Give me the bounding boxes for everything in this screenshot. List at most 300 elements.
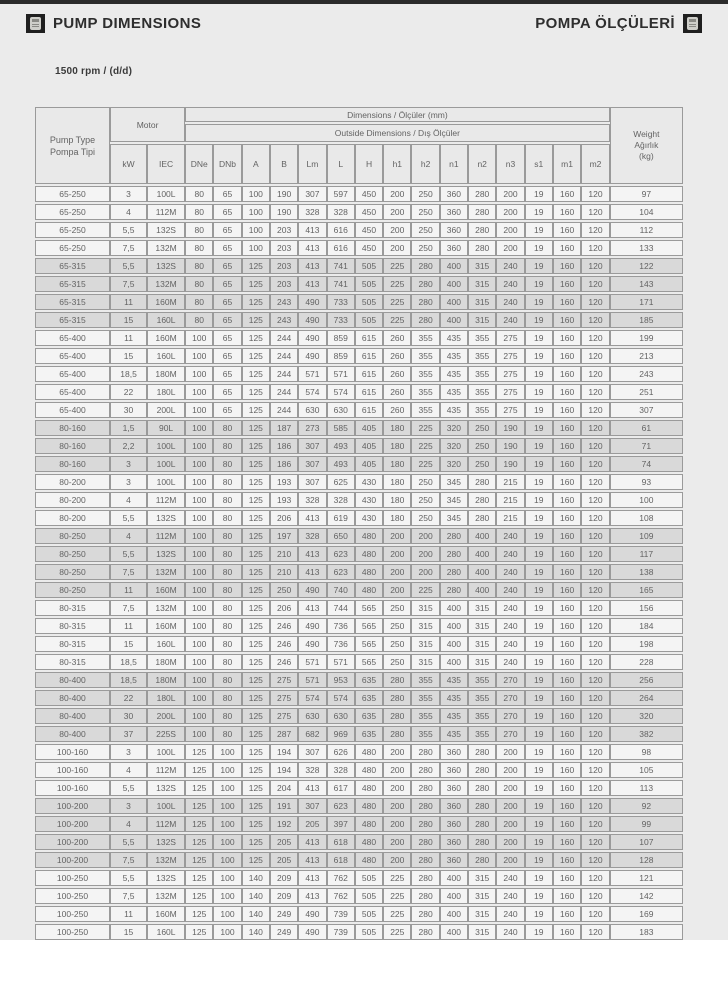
cell: 307 [298, 456, 326, 472]
cell: 100 [213, 744, 241, 760]
cell: 125 [242, 600, 270, 616]
col-header-weight [610, 107, 683, 184]
cell: 1,5 [110, 420, 147, 436]
cell: 200 [496, 186, 524, 202]
cell: 682 [298, 726, 326, 742]
cell: 355 [468, 330, 496, 346]
cell: 280 [440, 582, 468, 598]
cell: 198 [610, 636, 683, 652]
cell: 160 [553, 780, 581, 796]
cell: 80 [213, 618, 241, 634]
cell: 120 [581, 600, 609, 616]
cell: 80 [213, 690, 241, 706]
cell: 125 [242, 618, 270, 634]
cell: 120 [581, 240, 609, 256]
cell: 240 [496, 258, 524, 274]
cell: 739 [327, 924, 355, 940]
cell: 355 [411, 330, 439, 346]
cell: 120 [581, 186, 609, 202]
cell: 250 [411, 492, 439, 508]
cell: 107 [610, 834, 683, 850]
cell: 80 [213, 420, 241, 436]
cell: 733 [327, 312, 355, 328]
cell: 19 [525, 816, 553, 832]
cell: 19 [525, 384, 553, 400]
cell: 345 [440, 492, 468, 508]
cell: 80 [185, 312, 213, 328]
cell: 7,5 [110, 888, 147, 904]
cell: 382 [610, 726, 683, 742]
cell: 3 [110, 474, 147, 490]
cell: 160 [553, 834, 581, 850]
cell: 3 [110, 456, 147, 472]
cell: 65-400 [35, 330, 110, 346]
cell: 280 [411, 780, 439, 796]
cell: 65-400 [35, 384, 110, 400]
cell: 275 [270, 690, 298, 706]
cell: 100 [185, 636, 213, 652]
cell: 405 [355, 438, 383, 454]
cell: 30 [110, 708, 147, 724]
cell: 19 [525, 186, 553, 202]
cell: 250 [411, 240, 439, 256]
cell: 400 [440, 258, 468, 274]
cell: 200 [496, 240, 524, 256]
cell: 120 [581, 402, 609, 418]
cell: 120 [581, 654, 609, 670]
cell: 125 [242, 330, 270, 346]
cell: 125 [242, 420, 270, 436]
cell: 100 [185, 708, 213, 724]
cell: 65-315 [35, 312, 110, 328]
cell: 355 [411, 672, 439, 688]
cell: 200 [496, 222, 524, 238]
cell: 490 [298, 636, 326, 652]
cell: 315 [411, 618, 439, 634]
cell: 160 [553, 600, 581, 616]
cell: 100-200 [35, 834, 110, 850]
cell: 15 [110, 636, 147, 652]
col-header-h2: h2 [411, 144, 439, 184]
cell: 565 [355, 618, 383, 634]
cell: 574 [327, 690, 355, 706]
cell: 65 [213, 330, 241, 346]
cell: 741 [327, 276, 355, 292]
cell: 493 [327, 456, 355, 472]
cell: 400 [440, 294, 468, 310]
cell: 200 [496, 744, 524, 760]
cell: 125 [242, 492, 270, 508]
table-row [35, 834, 683, 850]
cell: 740 [327, 582, 355, 598]
cell: 125 [242, 654, 270, 670]
cell: 125 [242, 726, 270, 742]
cell: 65 [213, 222, 241, 238]
cell: 355 [411, 384, 439, 400]
cell: 180M [147, 672, 185, 688]
cell: 200 [496, 852, 524, 868]
cell: 120 [581, 420, 609, 436]
cell: 125 [185, 780, 213, 796]
cell: 490 [298, 582, 326, 598]
cell: 505 [355, 906, 383, 922]
cell: 100-160 [35, 744, 110, 760]
cell: 413 [298, 510, 326, 526]
cell: 209 [270, 888, 298, 904]
table-row [35, 276, 683, 292]
cell: 200 [496, 780, 524, 796]
cell: 480 [355, 798, 383, 814]
cell: 100 [185, 384, 213, 400]
cell: 120 [581, 204, 609, 220]
cell: 400 [440, 870, 468, 886]
cell: 80 [213, 672, 241, 688]
cell: 435 [440, 690, 468, 706]
col-header-dimensions-group: Dimensions / Ölçüler (mm) [185, 107, 610, 122]
cell: 200 [496, 834, 524, 850]
cell: 585 [327, 420, 355, 436]
cell: 112 [610, 222, 683, 238]
cell: 180 [383, 492, 411, 508]
pump-glyph [30, 17, 41, 30]
cell: 160M [147, 294, 185, 310]
cell: 355 [411, 348, 439, 364]
cell: 413 [298, 546, 326, 562]
table-row [35, 582, 683, 598]
cell: 280 [440, 546, 468, 562]
cell: 160 [553, 258, 581, 274]
cell: 250 [411, 204, 439, 220]
cell: 19 [525, 330, 553, 346]
col-header-m2: m2 [581, 144, 609, 184]
cell: 565 [355, 600, 383, 616]
cell: 250 [383, 600, 411, 616]
cell: 65 [213, 258, 241, 274]
cell: 61 [610, 420, 683, 436]
cell: 623 [327, 798, 355, 814]
table-row [35, 852, 683, 868]
cell: 120 [581, 276, 609, 292]
cell: 435 [440, 366, 468, 382]
cell: 65-400 [35, 402, 110, 418]
cell: 413 [298, 888, 326, 904]
cell: 360 [440, 834, 468, 850]
cell: 100L [147, 798, 185, 814]
weight-unit: (kg) [639, 151, 654, 161]
cell: 80-400 [35, 672, 110, 688]
cell: 18,5 [110, 672, 147, 688]
cell: 190 [496, 420, 524, 436]
cell: 125 [242, 312, 270, 328]
table-row [35, 672, 683, 688]
cell: 315 [468, 600, 496, 616]
cell: 180 [383, 474, 411, 490]
cell: 19 [525, 618, 553, 634]
table-row [35, 888, 683, 904]
cell: 80 [213, 510, 241, 526]
cell: 160 [553, 798, 581, 814]
cell: 280 [411, 834, 439, 850]
cell: 7,5 [110, 276, 147, 292]
cell: 132M [147, 276, 185, 292]
col-header-n2: n2 [468, 144, 496, 184]
cell: 630 [298, 708, 326, 724]
cell: 413 [298, 780, 326, 796]
cell: 490 [298, 348, 326, 364]
cell: 19 [525, 564, 553, 580]
cell: 183 [610, 924, 683, 940]
cell: 132M [147, 240, 185, 256]
cell: 11 [110, 906, 147, 922]
cell: 133 [610, 240, 683, 256]
cell: 315 [411, 600, 439, 616]
table-row [35, 366, 683, 382]
cell: 307 [610, 402, 683, 418]
cell: 180 [383, 420, 411, 436]
cell: 7,5 [110, 564, 147, 580]
cell: 315 [411, 636, 439, 652]
cell: 19 [525, 528, 553, 544]
cell: 315 [411, 654, 439, 670]
cell: 280 [468, 780, 496, 796]
cell: 100 [610, 492, 683, 508]
cell: 160 [553, 438, 581, 454]
cell: 112M [147, 204, 185, 220]
cell: 5,5 [110, 834, 147, 850]
cell: 200 [383, 798, 411, 814]
cell: 200 [383, 582, 411, 598]
cell: 125 [242, 546, 270, 562]
cell: 490 [298, 924, 326, 940]
pump-glyph [687, 17, 698, 30]
cell: 132S [147, 870, 185, 886]
cell: 240 [496, 870, 524, 886]
cell: 250 [383, 654, 411, 670]
table-row [35, 618, 683, 634]
cell: 98 [610, 744, 683, 760]
cell: 430 [355, 510, 383, 526]
cell: 635 [355, 690, 383, 706]
cell: 180M [147, 366, 185, 382]
col-header-n3: n3 [496, 144, 524, 184]
cell: 100 [213, 798, 241, 814]
cell: 132S [147, 546, 185, 562]
cell: 120 [581, 294, 609, 310]
cell: 100 [185, 690, 213, 706]
cell: 413 [298, 222, 326, 238]
cell: 619 [327, 510, 355, 526]
cell: 244 [270, 366, 298, 382]
cell: 122 [610, 258, 683, 274]
cell: 191 [270, 798, 298, 814]
cell: 490 [298, 312, 326, 328]
cell: 19 [525, 294, 553, 310]
cell: 615 [355, 384, 383, 400]
cell: 200 [383, 528, 411, 544]
cell: 355 [468, 384, 496, 400]
cell: 616 [327, 240, 355, 256]
cell: 203 [270, 258, 298, 274]
cell: 244 [270, 384, 298, 400]
cell: 225 [383, 258, 411, 274]
cell: 120 [581, 708, 609, 724]
pump-icon [26, 14, 45, 33]
cell: 209 [270, 870, 298, 886]
col-header-m1: m1 [553, 144, 581, 184]
cell: 80-400 [35, 726, 110, 742]
cell: 275 [496, 330, 524, 346]
cell: 80-160 [35, 438, 110, 454]
table-row [35, 348, 683, 364]
cell: 400 [468, 528, 496, 544]
cell: 3 [110, 744, 147, 760]
table-row [35, 636, 683, 652]
cell: 160 [553, 294, 581, 310]
cell: 413 [298, 852, 326, 868]
cell: 413 [298, 276, 326, 292]
cell: 120 [581, 672, 609, 688]
cell: 205 [298, 816, 326, 832]
col-header-lm: Lm [298, 144, 326, 184]
cell: 80 [213, 528, 241, 544]
cell: 200 [383, 744, 411, 760]
cell: 125 [242, 690, 270, 706]
col-header-dne: DNe [185, 144, 213, 184]
cell: 22 [110, 690, 147, 706]
cell: 19 [525, 762, 553, 778]
cell: 328 [298, 762, 326, 778]
cell: 100 [185, 726, 213, 742]
cell: 345 [440, 474, 468, 490]
table-row [35, 600, 683, 616]
cell: 160L [147, 636, 185, 652]
cell: 11 [110, 330, 147, 346]
cell: 200 [496, 816, 524, 832]
cell: 125 [242, 438, 270, 454]
cell: 100 [185, 600, 213, 616]
cell: 225 [411, 438, 439, 454]
cell: 71 [610, 438, 683, 454]
table-row [35, 456, 683, 472]
cell: 480 [355, 852, 383, 868]
cell: 18,5 [110, 654, 147, 670]
cell: 200 [383, 204, 411, 220]
col-header-outside-dimensions-group: Outside Dimensions / Dış Ölçüler [185, 124, 610, 142]
cell: 480 [355, 834, 383, 850]
cell: 143 [610, 276, 683, 292]
cell: 280 [440, 528, 468, 544]
cell: 280 [411, 888, 439, 904]
cell: 450 [355, 240, 383, 256]
cell: 125 [185, 870, 213, 886]
cell: 249 [270, 906, 298, 922]
cell: 132S [147, 834, 185, 850]
cell: 100 [213, 816, 241, 832]
cell: 120 [581, 258, 609, 274]
cell: 315 [468, 924, 496, 940]
cell: 120 [581, 366, 609, 382]
cell: 505 [355, 888, 383, 904]
table-row [35, 222, 683, 238]
cell: 100L [147, 474, 185, 490]
cell: 7,5 [110, 600, 147, 616]
cell: 160 [553, 474, 581, 490]
cell: 121 [610, 870, 683, 886]
cell: 615 [355, 402, 383, 418]
cell: 19 [525, 672, 553, 688]
cell: 5,5 [110, 870, 147, 886]
cell: 100 [185, 366, 213, 382]
cell: 225 [383, 294, 411, 310]
cell: 240 [496, 600, 524, 616]
cell: 315 [468, 294, 496, 310]
cell: 623 [327, 546, 355, 562]
table-body [35, 186, 683, 940]
cell: 565 [355, 654, 383, 670]
cell: 65-250 [35, 186, 110, 202]
cell: 280 [440, 564, 468, 580]
cell: 125 [185, 744, 213, 760]
table-row [35, 654, 683, 670]
cell: 160 [553, 924, 581, 940]
cell: 120 [581, 834, 609, 850]
cell: 190 [270, 204, 298, 220]
cell: 355 [468, 402, 496, 418]
cell: 4 [110, 528, 147, 544]
cell: 65-250 [35, 204, 110, 220]
cell: 160 [553, 420, 581, 436]
cell: 19 [525, 276, 553, 292]
cell: 100 [213, 762, 241, 778]
cell: 355 [468, 366, 496, 382]
cell: 11 [110, 294, 147, 310]
cell: 190 [496, 456, 524, 472]
cell: 490 [298, 330, 326, 346]
cell: 240 [496, 564, 524, 580]
cell: 206 [270, 600, 298, 616]
cell: 200 [383, 546, 411, 562]
cell: 160 [553, 852, 581, 868]
cell: 635 [355, 726, 383, 742]
cell: 315 [468, 276, 496, 292]
cell: 307 [298, 474, 326, 490]
cell: 80 [185, 204, 213, 220]
cell: 280 [468, 240, 496, 256]
cell: 74 [610, 456, 683, 472]
cell: 125 [185, 834, 213, 850]
cell: 65-315 [35, 276, 110, 292]
cell: 120 [581, 690, 609, 706]
cell: 100 [242, 186, 270, 202]
cell: 355 [468, 690, 496, 706]
cell: 160 [553, 618, 581, 634]
cell: 109 [610, 528, 683, 544]
cell: 100 [185, 528, 213, 544]
cell: 280 [468, 744, 496, 760]
cell: 571 [298, 366, 326, 382]
cell: 328 [327, 492, 355, 508]
cell: 355 [411, 726, 439, 742]
cell: 125 [242, 798, 270, 814]
cell: 243 [270, 312, 298, 328]
cell: 19 [525, 258, 553, 274]
cell: 400 [440, 312, 468, 328]
cell: 571 [298, 654, 326, 670]
cell: 355 [468, 708, 496, 724]
cell: 565 [355, 636, 383, 652]
cell: 200 [383, 186, 411, 202]
cell: 200 [383, 564, 411, 580]
